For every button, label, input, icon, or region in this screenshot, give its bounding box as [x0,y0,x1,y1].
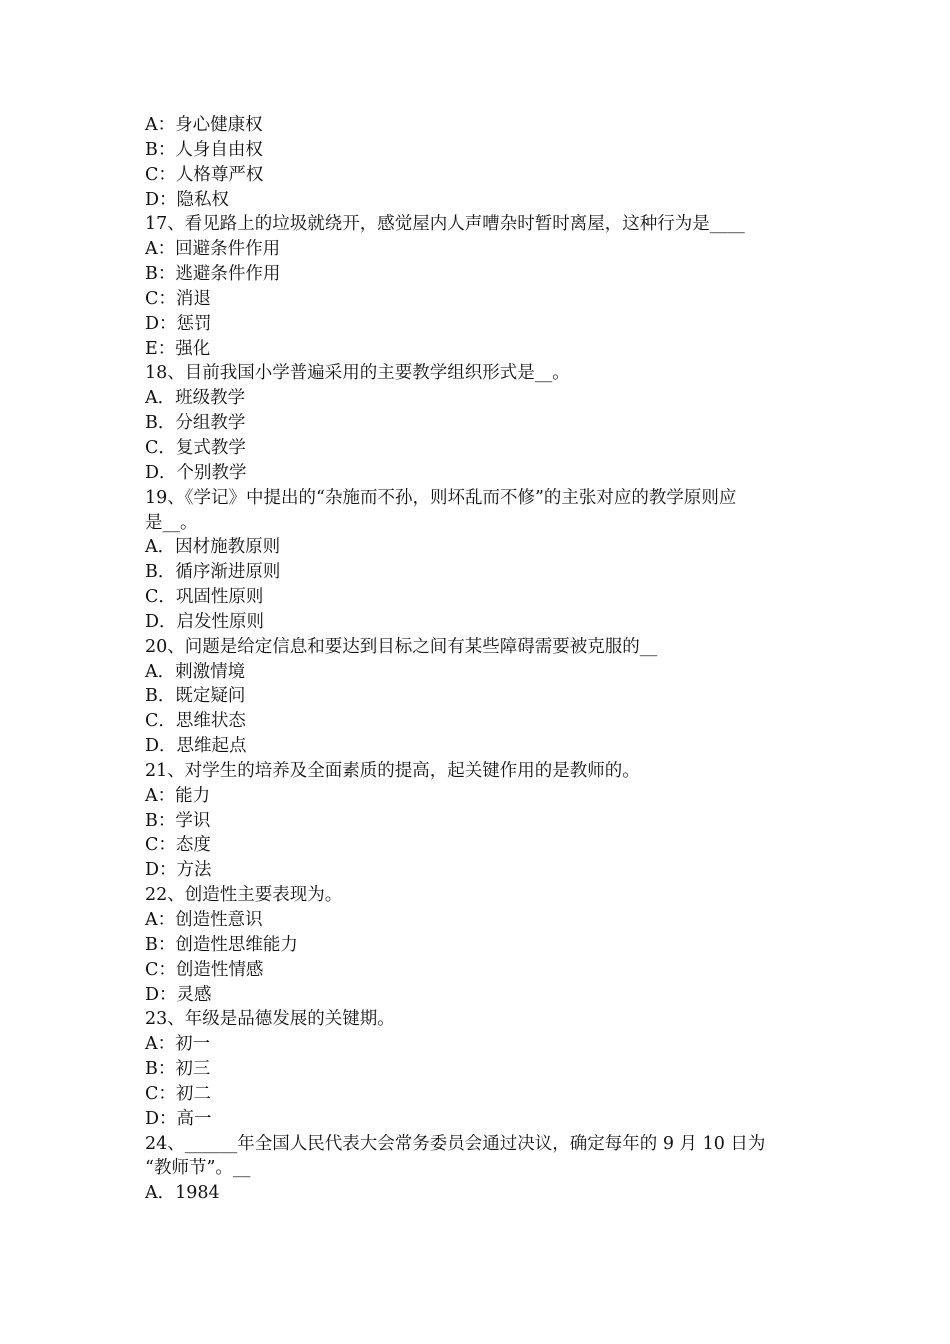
option-c: C：人格尊严权 [145,164,264,185]
option-b: B．循序渐进原则 [145,562,281,583]
option-d: D：惩罚 [145,313,212,334]
option-b: B：创造性思维能力 [145,934,298,955]
option-d: D．个别教学 [145,462,247,483]
option-d: D．思维起点 [145,736,247,757]
option-d: D：方法 [145,860,212,881]
option-a: A：能力 [145,785,211,806]
question-24-line-2: “教师节”。__ [145,1158,251,1179]
option-a: A．因材施教原则 [145,537,281,558]
option-e: E：强化 [145,338,211,359]
option-b: B．分组教学 [145,413,246,434]
option-b: B：人身自由权 [145,139,263,160]
option-a: A：回避条件作用 [145,239,281,260]
question-21: 21、对学生的培养及全面素质的提高，起关键作用的是教师的。 [145,760,640,781]
option-c: C．复式教学 [145,437,246,458]
question-23: 23、年级是品德发展的关键期。 [145,1009,395,1030]
option-d: D：高一 [145,1108,212,1129]
question-24-line-1: 24、______年全国人民代表大会常务委员会通过决议，确定每年的 9 月 10 日为 [145,1133,766,1154]
question-17: 17、看见路上的垃圾就绕开，感觉屋内人声嘈杂时暂时离屋，这种行为是____ [145,214,745,235]
option-a: A：身心健康权 [145,115,263,135]
option-a: A：创造性意识 [145,910,263,930]
option-c: C：创造性情感 [145,959,264,980]
option-d: D：隐私权 [145,189,230,210]
question-19-line-1: 19、《学记》中提出的“杂施而不孙，则坏乱而不修”的主张对应的教学原则应 [145,487,737,508]
option-a: A：初一 [145,1034,211,1055]
option-c: C．思维状态 [145,711,246,732]
option-a: A．1984 [145,1183,220,1204]
option-b: B：逃避条件作用 [145,264,281,285]
question-20: 20、问题是给定信息和要达到目标之间有某些障碍需要被克服的__ [145,636,658,657]
option-b: B．既定疑问 [145,686,246,707]
option-c: C．巩固性原则 [145,587,264,608]
option-a: A．刺激情境 [145,661,246,682]
option-d: D：灵感 [145,984,212,1005]
question-19-line-2: 是__。 [145,512,198,533]
document-page [145,113,810,1206]
option-a: A．班级教学 [145,388,246,409]
option-d: D．启发性原则 [145,611,265,632]
option-c: C：初二 [145,1083,211,1104]
question-22: 22、创造性主要表现为。 [145,885,343,906]
option-c: C：态度 [145,835,211,856]
option-c: C：消退 [145,288,211,309]
option-b: B：初三 [145,1059,211,1080]
question-18: 18、目前我国小学普遍采用的主要教学组织形式是__。 [145,363,570,384]
option-b: B：学识 [145,810,211,831]
